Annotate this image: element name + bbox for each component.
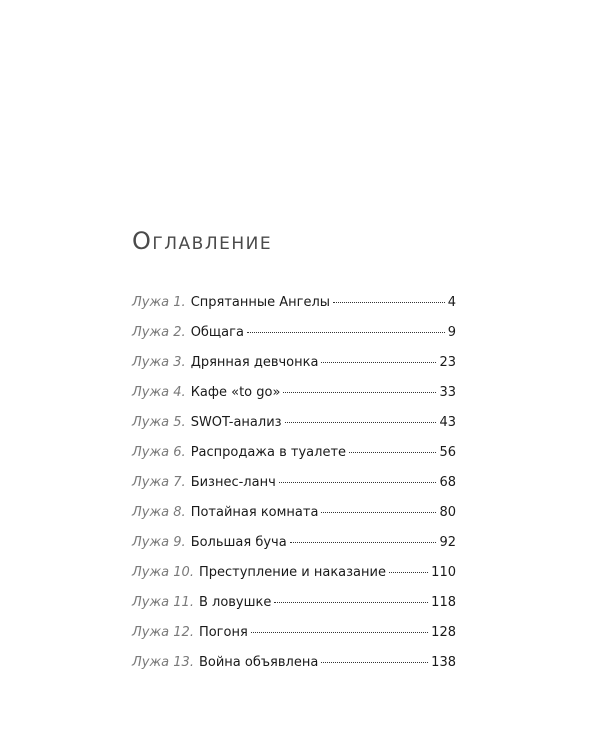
toc-entry-number: Лужа 5. <box>132 415 186 430</box>
toc-entry-page: 80 <box>439 505 456 520</box>
toc-entry-number: Лужа 1. <box>132 295 186 310</box>
toc-leader-dots <box>279 481 437 483</box>
toc-entry <box>132 503 456 533</box>
toc-entry-title: Общага <box>190 325 244 340</box>
toc-leader-dots <box>321 511 436 513</box>
toc-entry-title: Распродажа в туалете <box>190 445 347 460</box>
toc-leader-dots <box>333 301 445 303</box>
toc-entry-number: Лужа 7. <box>132 475 186 490</box>
toc-entry <box>132 353 456 383</box>
toc-entry <box>132 383 456 413</box>
toc-entry-page: 9 <box>447 325 456 340</box>
toc-entry-number: Лужа 2. <box>132 325 186 340</box>
toc-list <box>132 293 456 683</box>
toc-entry-page: 43 <box>439 415 456 430</box>
toc-entry <box>132 443 456 473</box>
toc-entry <box>132 593 456 623</box>
toc-entry-number: Лужа 3. <box>132 355 186 370</box>
toc-entry-page: 23 <box>439 355 456 370</box>
toc-entry-number: Лужа 8. <box>132 505 186 520</box>
toc-entry-title: Потайная комната <box>190 505 319 520</box>
toc-entry-title: Бизнес-ланч <box>190 475 276 490</box>
toc-entry <box>132 293 456 323</box>
toc-entry <box>132 323 456 353</box>
toc-entry-page: 138 <box>431 655 456 670</box>
toc-leader-dots <box>321 661 428 663</box>
toc-leader-dots <box>389 571 428 573</box>
toc-entry-title: Спрятанные Ангелы <box>190 295 331 310</box>
toc-entry-title: Кафе «to go» <box>190 385 281 400</box>
toc-entry-title: Большая буча <box>190 535 287 550</box>
toc-entry <box>132 473 456 503</box>
toc-entry-title: Война объявлена <box>198 655 319 670</box>
toc-title: Оглавление <box>132 227 273 255</box>
toc-leader-dots <box>251 631 428 633</box>
toc-entry-number: Лужа 11. <box>132 595 194 610</box>
toc-entry <box>132 653 456 683</box>
toc-entry <box>132 533 456 563</box>
toc-entry-page: 33 <box>439 385 456 400</box>
toc-entry-title: Дрянная девчонка <box>190 355 319 370</box>
toc-entry-page: 4 <box>447 295 456 310</box>
toc-leader-dots <box>349 451 436 453</box>
toc-entry-number: Лужа 12. <box>132 625 194 640</box>
toc-leader-dots <box>285 421 437 423</box>
toc-entry-title: Погоня <box>198 625 248 640</box>
toc-entry-page: 118 <box>431 595 456 610</box>
toc-entry-title: SWOT-анализ <box>190 415 282 430</box>
toc-entry-page: 56 <box>439 445 456 460</box>
toc-entry-title: В ловушке <box>198 595 272 610</box>
toc-leader-dots <box>247 331 445 333</box>
toc-leader-dots <box>290 541 437 543</box>
toc-entry-page: 128 <box>431 625 456 640</box>
toc-entry-page: 68 <box>439 475 456 490</box>
toc-entry <box>132 563 456 593</box>
toc-entry-number: Лужа 6. <box>132 445 186 460</box>
toc-entry-number: Лужа 9. <box>132 535 186 550</box>
toc-entry <box>132 413 456 443</box>
toc-entry-number: Лужа 4. <box>132 385 186 400</box>
toc-entry-title: Преступление и наказание <box>198 565 386 580</box>
toc-entry <box>132 623 456 653</box>
toc-leader-dots <box>321 361 436 363</box>
toc-leader-dots <box>283 391 436 393</box>
toc-leader-dots <box>274 601 428 603</box>
toc-entry-number: Лужа 13. <box>132 655 194 670</box>
toc-entry-number: Лужа 10. <box>132 565 194 580</box>
toc-entry-page: 92 <box>439 535 456 550</box>
toc-entry-page: 110 <box>431 565 456 580</box>
